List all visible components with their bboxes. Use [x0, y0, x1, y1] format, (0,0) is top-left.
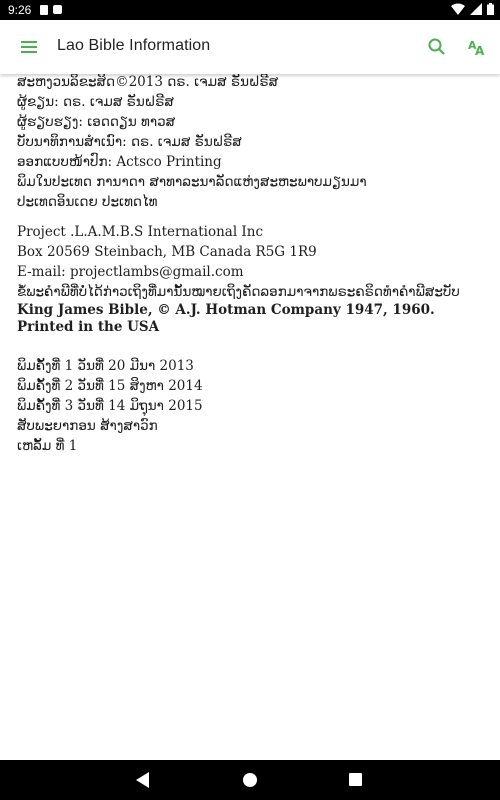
- menu-icon[interactable]: [18, 35, 42, 59]
- battery-icon: [487, 3, 494, 15]
- search-icon[interactable]: [426, 36, 448, 58]
- info-line: ຜູ້ຮຽບຮຽງ: ເອດດຽນ ທາວສ: [17, 114, 176, 130]
- home-icon[interactable]: [243, 773, 257, 787]
- address-line: Box 20569 Steinbach, MB Canada R5G 1R9: [17, 244, 317, 260]
- signal-icon: [470, 3, 482, 15]
- email-line: E-mail: projectlambs@gmail.com: [17, 264, 244, 280]
- svg-text:A: A: [475, 44, 483, 58]
- info-line: ສະຫງວນລິຂະສິດ©2013 ດຣ. ເຈມສ ຣັນຝຣີສ: [17, 74, 279, 90]
- status-bar: [0, 0, 500, 20]
- sim-card-icon: [40, 5, 48, 15]
- notification-icon: [53, 5, 62, 14]
- app-bar: [0, 20, 500, 74]
- info-line: ຜູ້ຂຽນ: ດຣ. ເຈມສ ຣັນຝຣີສ: [17, 94, 174, 110]
- wifi-icon: [451, 3, 465, 15]
- svg-text:A: A: [468, 39, 475, 52]
- copyright-line: King James Bible, © A.J. Hotman Company 1947, 1960. Printed in the USA: [17, 302, 435, 335]
- edition-line: ພິມຄັ້ງທີ່ 1 ວັນທີ່ 20 ມີນາ 2013: [17, 358, 194, 374]
- back-icon[interactable]: [136, 772, 149, 788]
- font-size-icon[interactable]: [465, 36, 489, 60]
- edition-line: ພິມຄັ້ງທີ່ 3 ວັນທີ່ 14 ມິຖຸນາ 2015: [17, 398, 203, 414]
- series-line: ສັບພະຍາກອນ ສ້າງສາວົກ: [17, 418, 158, 434]
- page-title: Lao Bible Information: [57, 37, 211, 54]
- recent-apps-icon[interactable]: [349, 773, 362, 786]
- navigation-bar: [0, 760, 500, 800]
- info-line: ບັບນາທິການສຳເນົາ: ດຣ. ເຈມສ ຣັນຝຣີສ: [17, 134, 242, 150]
- volume-line: ເຫລັ້ມ ທີ່ 1: [17, 438, 78, 454]
- info-line: ພິມໃນປະເທດ ການາດາ ສາທາລະນາລັດແຫ່ງສະຫະພາບມຽນມາ: [17, 174, 367, 190]
- status-time: 9:26: [8, 3, 32, 17]
- info-line: ປະເທດອິນເດຍ ປະເທດໄທ: [17, 194, 158, 210]
- info-line: ອອກແບບໜ້າປົກ: Actsco Printing: [17, 154, 222, 170]
- publisher-line: Project .L.A.M.B.S International Inc: [17, 224, 264, 240]
- info-content: [17, 72, 487, 456]
- edition-line: ພິມຄັ້ງທີ່ 2 ວັນທີ່ 15 ສິງຫາ 2014: [17, 378, 203, 394]
- scripture-note: ຂໍ້ພະຄຳພີທີ່ບໍ່ໄດ້ກ່າວເຖິງທີ່ມານັ້ນໝາຍເຖິງຄັດລອກມາຈາກພຣະຄຣິດທຳຄຳພີສະບັບ: [17, 284, 460, 300]
